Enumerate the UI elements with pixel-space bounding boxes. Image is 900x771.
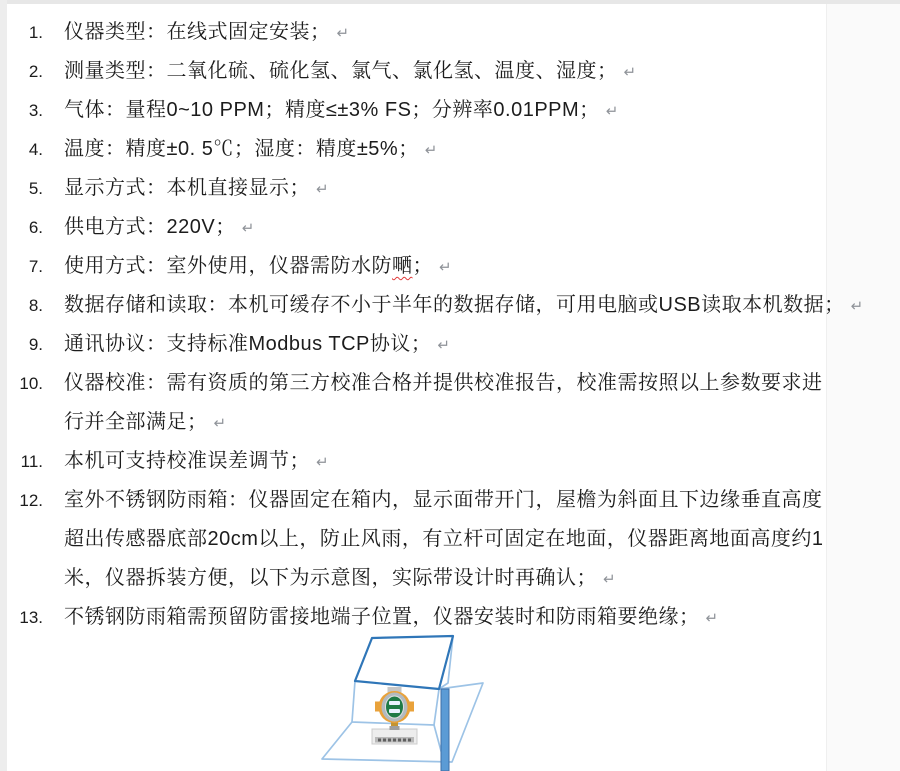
list-item-8 <box>7 286 864 325</box>
list-item-text: 超出传感器底部20cm以上，防止风雨，有立杆可固定在地面，仪器距离地面高度约1 <box>64 528 824 550</box>
shelter-diagram <box>300 632 512 771</box>
list-number: 2. <box>28 62 43 81</box>
list-item-text: 本机可支持校准误差调节； ↵ <box>64 450 329 472</box>
list-number: 10. <box>19 374 43 393</box>
list-item-1 <box>7 13 826 52</box>
paragraph-mark-icon: ↵ <box>316 181 329 198</box>
paragraph-mark-icon: ↵ <box>623 64 637 81</box>
paragraph-mark-icon: ↵ <box>439 259 452 276</box>
list-item-10 <box>7 364 826 442</box>
list-item-7 <box>7 247 826 286</box>
paragraph-mark-icon: ↵ <box>336 25 350 42</box>
list-number: 9. <box>28 335 43 354</box>
paragraph-mark-icon: ↵ <box>241 220 255 237</box>
outside-page-area <box>826 4 900 771</box>
paragraph-mark-icon: ↵ <box>605 103 619 120</box>
mounting-pole <box>441 689 449 771</box>
list-item-text: 数据存储和读取：本机可缓存不小于半年的数据存储，可用电脑或USB读取本机数据； ↵ <box>64 294 864 316</box>
list-number: 13. <box>19 608 43 627</box>
list-item-text: 室外不锈钢防雨箱：仪器固定在箱内，显示面带开门，屋檐为斜面且下边缘垂直高度 <box>64 489 823 511</box>
paragraph-mark-icon: ↵ <box>213 415 227 432</box>
list-item-text: 仪器类型：在线式固定安装； ↵ <box>64 21 350 43</box>
list-number: 7. <box>28 257 43 276</box>
list-item-text: 测量类型：二氧化硫、硫化氢、氯气、氯化氢、温度、湿度； ↵ <box>64 60 637 82</box>
paragraph-mark-icon: ↵ <box>705 610 719 627</box>
list-item-text: 行并全部满足； ↵ <box>64 411 227 433</box>
page-left-edge <box>0 0 7 771</box>
paragraph-mark-icon: ↵ <box>850 298 864 315</box>
list-item-3 <box>7 91 826 130</box>
list-item-text: 不锈钢防雨箱需预留防雷接地端子位置，仪器安装时和防雨箱要绝缘； ↵ <box>64 606 719 628</box>
list-number: 12. <box>19 491 43 510</box>
list-item-text: 气体：量程0~10 PPM；精度≤±3% FS；分辨率0.01PPM； ↵ <box>64 99 619 121</box>
list-number: 8. <box>28 296 43 315</box>
list-item-11 <box>7 442 826 481</box>
spellcheck-underlined-word: 嗮 <box>392 255 413 277</box>
paragraph-mark-icon: ↵ <box>437 337 450 354</box>
list-item-text: 米，仪器拆装方便，以下为示意图，实际带设计时再确认； ↵ <box>64 567 616 589</box>
list-number: 6. <box>28 218 43 237</box>
list-item-4 <box>7 130 826 169</box>
list-item-text: 仪器校准：需有资质的第三方校准合格并提供校准报告，校准需按照以上参数要求进 <box>64 372 823 394</box>
list-number: 5. <box>28 179 43 198</box>
list-item-text: 温度：精度±0. 5℃；湿度：精度±5%； ↵ <box>64 138 438 160</box>
paragraph-mark-icon: ↵ <box>603 571 616 588</box>
paragraph-mark-icon: ↵ <box>316 454 329 471</box>
list-number: 1. <box>28 23 43 42</box>
list-item-12 <box>7 481 826 598</box>
paragraph-mark-icon: ↵ <box>424 142 438 159</box>
list-item-2 <box>7 52 826 91</box>
list-item-text: 通讯协议：支持标准Modbus TCP协议； ↵ <box>64 333 450 355</box>
list-number: 3. <box>28 101 43 120</box>
list-item-6 <box>7 208 826 247</box>
list-number: 4. <box>28 140 43 159</box>
list-item-text: 供电方式：220V； ↵ <box>64 216 255 238</box>
document-page[interactable] <box>7 4 864 637</box>
list-item-text: 使用方式：室外使用，仪器需防水防嗮； ↵ <box>64 255 452 277</box>
gas-detector-icon <box>372 687 417 744</box>
list-item-text: 显示方式：本机直接显示； ↵ <box>64 177 329 199</box>
list-item-5 <box>7 169 826 208</box>
list-item-9 <box>7 325 826 364</box>
list-number: 11. <box>20 452 43 471</box>
